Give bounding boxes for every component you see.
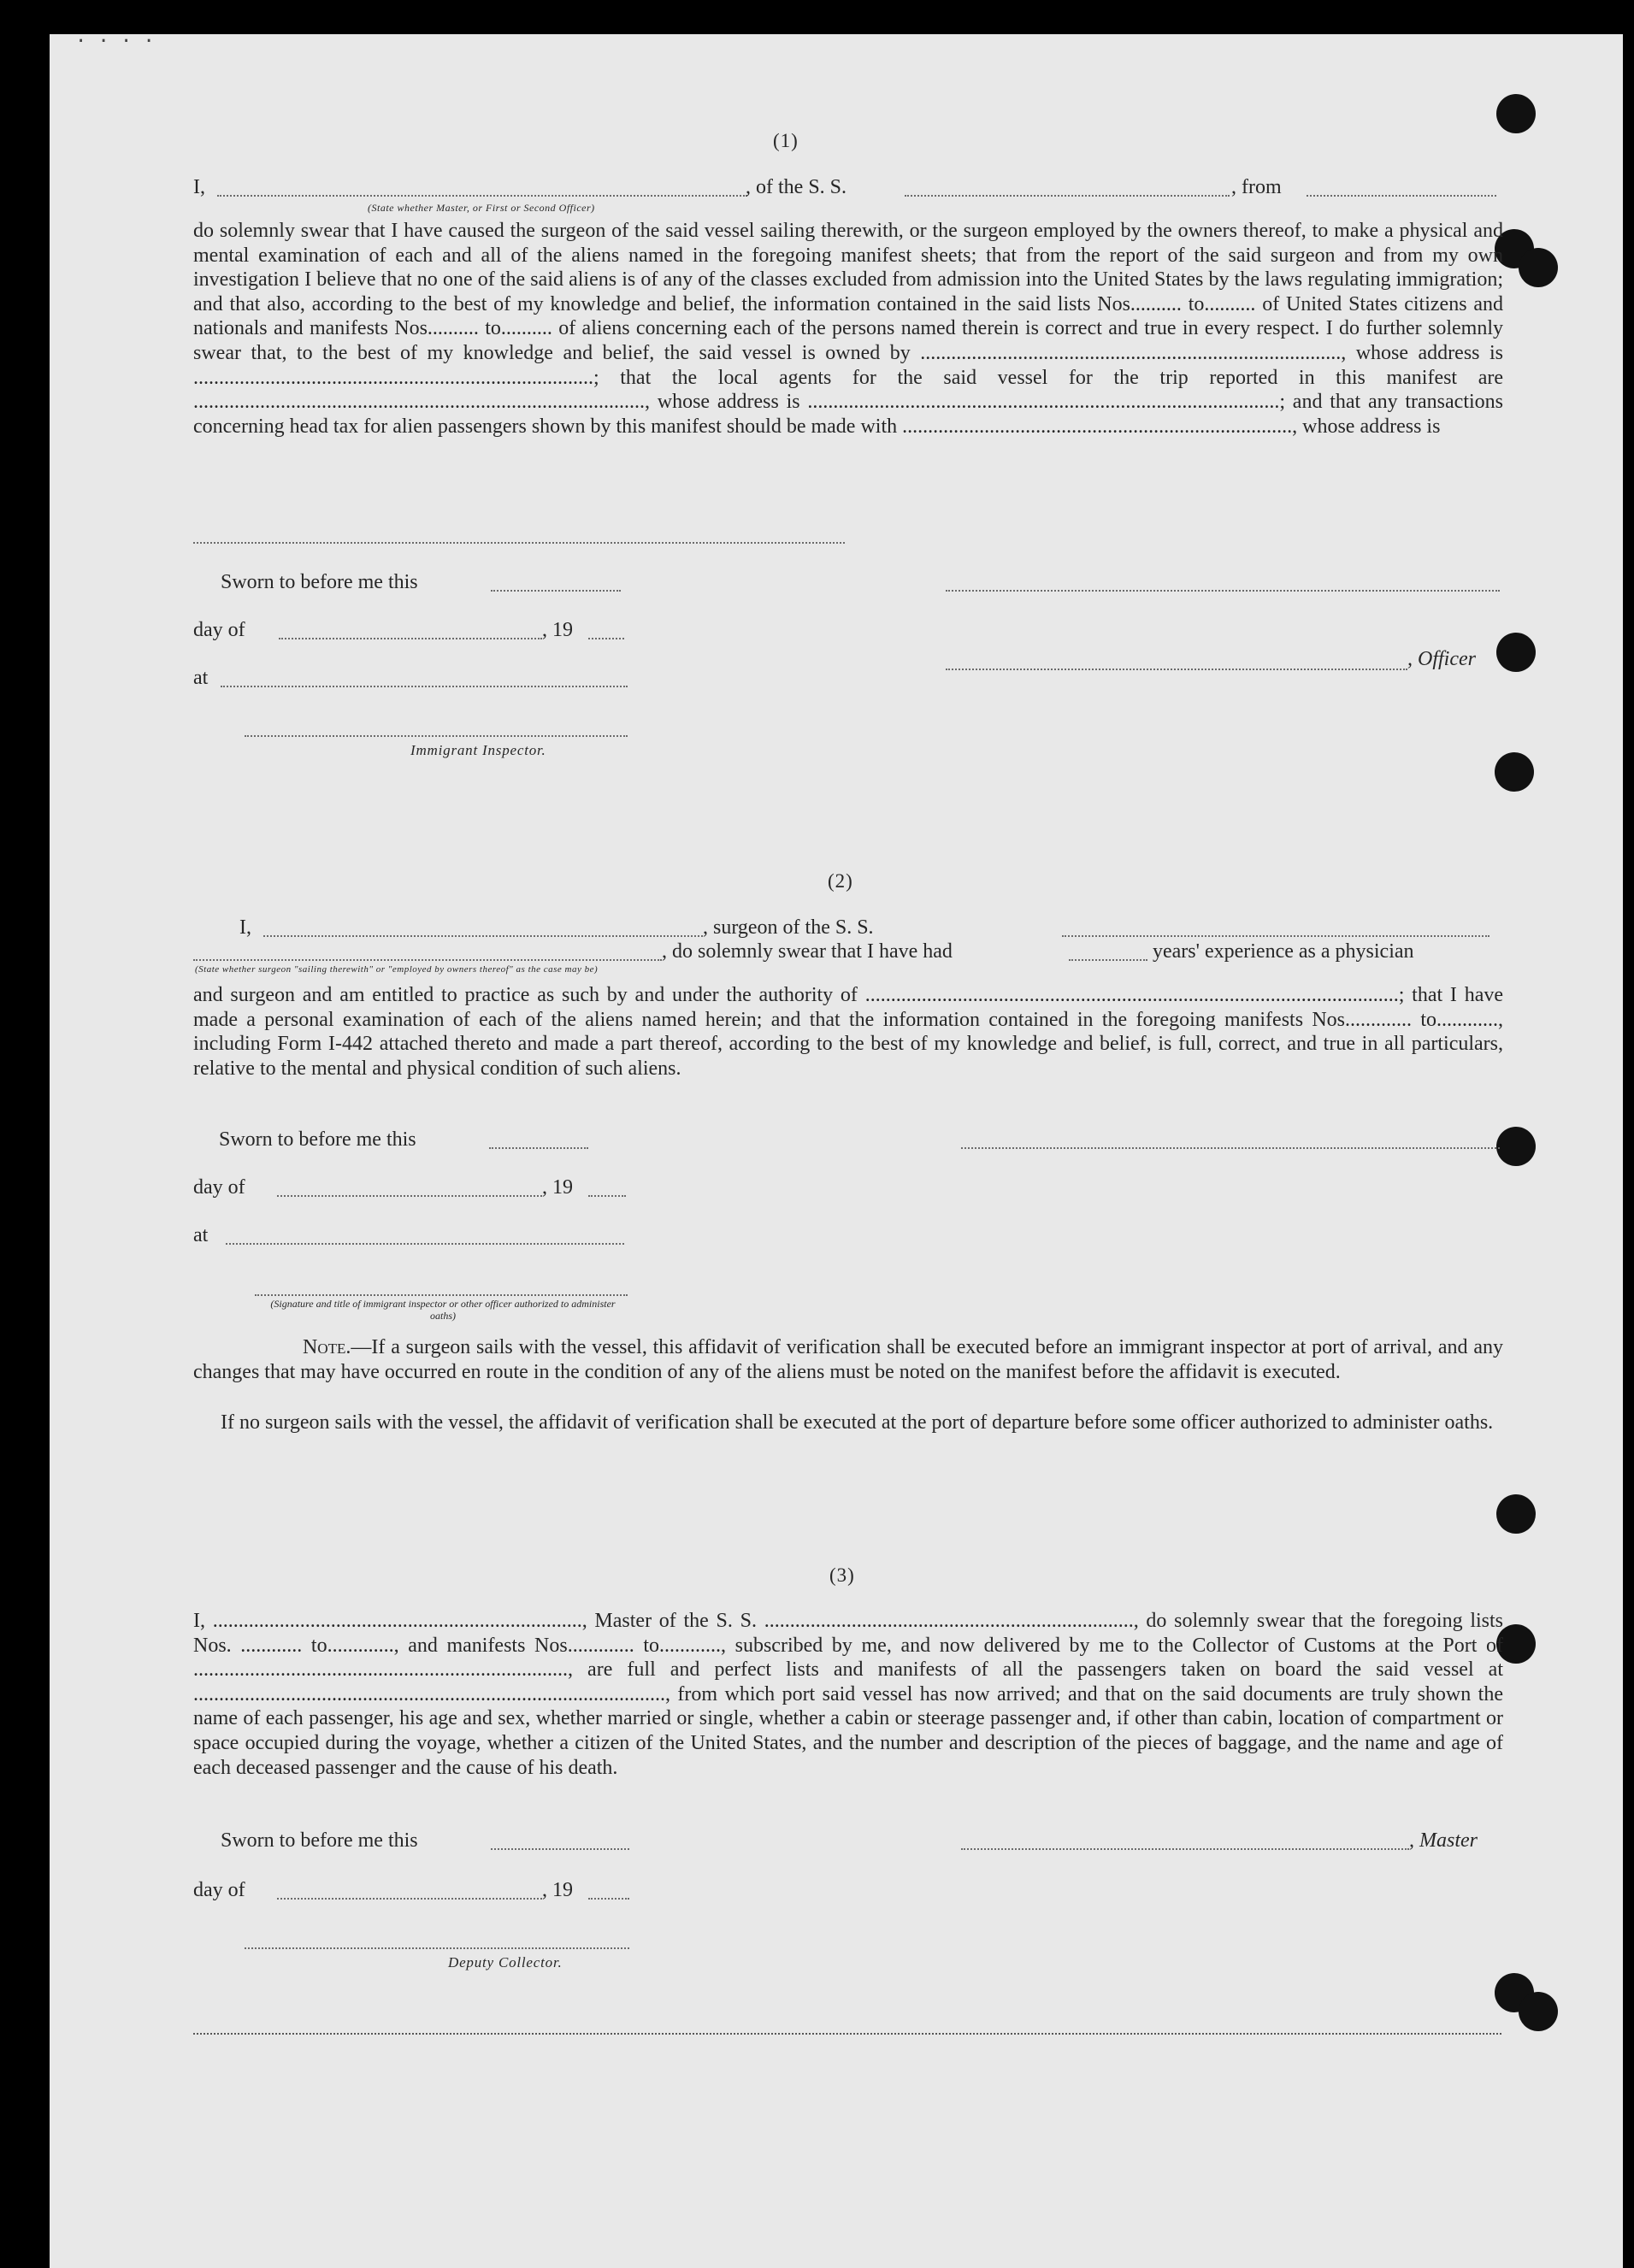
master-officer-note: (State whether Master, or First or Second Officer)	[368, 202, 595, 214]
section-1-day-field[interactable]	[279, 638, 542, 639]
inspector-signature-field[interactable]	[245, 735, 628, 737]
section-1-sworn-date-field[interactable]	[491, 590, 621, 592]
section-2-inspector-signature-field[interactable]	[255, 1294, 628, 1296]
form-page	[50, 31, 1623, 2268]
section-2-day-field[interactable]	[277, 1195, 542, 1197]
binder-hole	[1496, 94, 1536, 133]
section-2-body: and surgeon and am entitled to practice as such by and under the authority of ........................................................................................................; that I have made a personal examination of each of the aliens named herein; and that the information contained in the foregoing manifests Nos............. to............, including Form I-442 attached thereto and made a part thereof, according to the best of my knowledge and belief, is full, correct, and true in all particulars, relative to the mental and physical condition of such aliens.	[193, 984, 1503, 1080]
immigrant-inspector-label: Immigrant Inspector.	[410, 742, 546, 758]
section-3-sworn: Sworn to before me this	[221, 1829, 418, 1852]
section-2-day-of: day of	[193, 1176, 245, 1199]
section-2-swear: , do solemnly swear that I have had	[662, 940, 953, 963]
address-continuation-field[interactable]	[193, 542, 845, 544]
section-3-day-of: day of	[193, 1879, 245, 1901]
binder-hole	[1519, 248, 1558, 287]
binder-hole	[1496, 633, 1536, 672]
section-2-sworn: Sworn to before me this	[219, 1128, 416, 1151]
officer-signature-field[interactable]	[946, 590, 1500, 592]
section-2-at: at	[193, 1224, 209, 1246]
surgeon-name-field[interactable]	[263, 935, 703, 937]
section-2-note-2: If no surgeon sails with the vessel, the affidavit of verification shall be executed at the port of departure before some officer authorized to administer oaths.	[221, 1411, 1494, 1434]
binder-hole	[1496, 1494, 1536, 1534]
binder-hole	[1495, 752, 1534, 792]
surgeon-signature-field[interactable]	[961, 1147, 1500, 1149]
section-1-number: (1)	[773, 130, 799, 151]
section-3-body: I, ........................................................................, Master of the S. S. ........................................................................, do solemnly swear that the foregoing lists Nos. ............ to............., and manifests Nos............. to............, subscribed by me, and now delivered by me to the Collector of Customs at the Port of ........................................................................., are full and perfect lists and manifests of all the passengers taken on board the said vessel at ............................................................................................, from which port said vessel has now arrived; and that on the said documents are truly shown the name of each passenger, his age and sex, whether married or single, whether a cabin or steerage passenger and, if other than cabin, location of compartment or space occupied during the voyage, whether a citizen of the United States, and the number and description of the pieces of baggage, and the name and age of each deceased passenger and the cause of his death.	[193, 1610, 1503, 1779]
section-2-number: (2)	[828, 870, 853, 892]
section-2-years: years' experience as a physician	[1153, 940, 1414, 963]
section-1-at-field[interactable]	[221, 686, 628, 687]
officer-label: , Officer	[1407, 648, 1476, 670]
section-2-surgeon-of-ss: , surgeon of the S. S.	[703, 916, 874, 939]
section-2-i: I,	[239, 916, 251, 939]
section-1-year-field[interactable]	[588, 638, 624, 639]
vessel-name-field[interactable]	[905, 195, 1230, 197]
surgeon-type-note: (State whether surgeon "sailing therewith" or "employed by owners thereof" as the case may be)	[195, 964, 599, 975]
section-3-number: (3)	[829, 1564, 855, 1586]
section-2-year-field[interactable]	[588, 1195, 626, 1197]
master-label: , Master	[1409, 1829, 1478, 1852]
note-label: Note.	[303, 1336, 351, 1358]
note-text-1: —If a surgeon sails with the vessel, this affidavit of verification shall be executed before an immigrant inspector at port of arrival, and any changes that may have occurred en route in the condition of any of the aliens must be noted on the manifest before the affidavit is executed.	[193, 1336, 1503, 1383]
bottom-rule	[193, 2033, 1501, 2035]
section-2-signature-note: (Signature and title of immigrant inspector or other officer authorized to administer oaths)	[270, 1298, 616, 1322]
officer-title-field[interactable]	[946, 669, 1407, 670]
from-port-field[interactable]	[1307, 195, 1496, 197]
section-2-sworn-date-field[interactable]	[489, 1147, 588, 1149]
binder-hole	[1519, 1992, 1558, 2031]
master-signature-field[interactable]	[961, 1848, 1409, 1850]
section-1-sworn: Sworn to before me this	[221, 571, 418, 593]
master-name-field[interactable]	[217, 195, 747, 197]
section-2-year: , 19	[542, 1176, 573, 1199]
section-1-of-ss: , of the S. S.	[746, 176, 847, 198]
section-1-at: at	[193, 667, 209, 689]
section-1-from: , from	[1231, 176, 1282, 198]
deputy-collector-label: Deputy Collector.	[448, 1954, 563, 1971]
section-2-note	[193, 1335, 1503, 1384]
section-1-i: I,	[193, 176, 205, 198]
section-1-day-of: day of	[193, 619, 245, 641]
section-3-sworn-date-field[interactable]	[491, 1848, 629, 1850]
section-3-year: , 19	[542, 1879, 573, 1901]
section-3-day-field[interactable]	[277, 1898, 542, 1900]
collector-signature-field[interactable]	[245, 1947, 629, 1949]
section-1-year: , 19	[542, 619, 573, 641]
edge-mark: · · · ·	[75, 31, 155, 52]
section-1-body: do solemnly swear that I have caused the surgeon of the said vessel sailing therewith, or the surgeon employed by the owners thereof, to make a physical and mental examination of each and all of the aliens named in the foregoing manifest sheets; that from the report of the said surgeon and from my own investigation I believe that no one of the said aliens is of any of the classes excluded from admission into the United States by the laws regulating immigration; and that also, according to the best of my knowledge and belief, the information contained in the said lists Nos.......... to.......... of United States citizens and nationals and manifests Nos.......... to.......... of aliens concerning each of the persons named therein is correct and true in every respect. I do further solemnly swear that, to the best of my knowledge and belief, the said vessel is owned by .................................................................................., whose address is ..............................................................................; that the local agents for the said vessel for the trip reported in this manifest are ........................................................................................, whose address is ............................................................................................; and that any transactions concerning head tax for alien passengers shown by this manifest should be made with ............................................................................, whose address is	[193, 220, 1503, 438]
section-3-year-field[interactable]	[588, 1898, 629, 1900]
section-2-vessel-field[interactable]	[1062, 935, 1489, 937]
section-2-at-field[interactable]	[226, 1243, 624, 1245]
binder-hole	[1496, 1127, 1536, 1166]
years-experience-field[interactable]	[1069, 959, 1147, 961]
surgeon-type-field[interactable]	[193, 959, 662, 961]
